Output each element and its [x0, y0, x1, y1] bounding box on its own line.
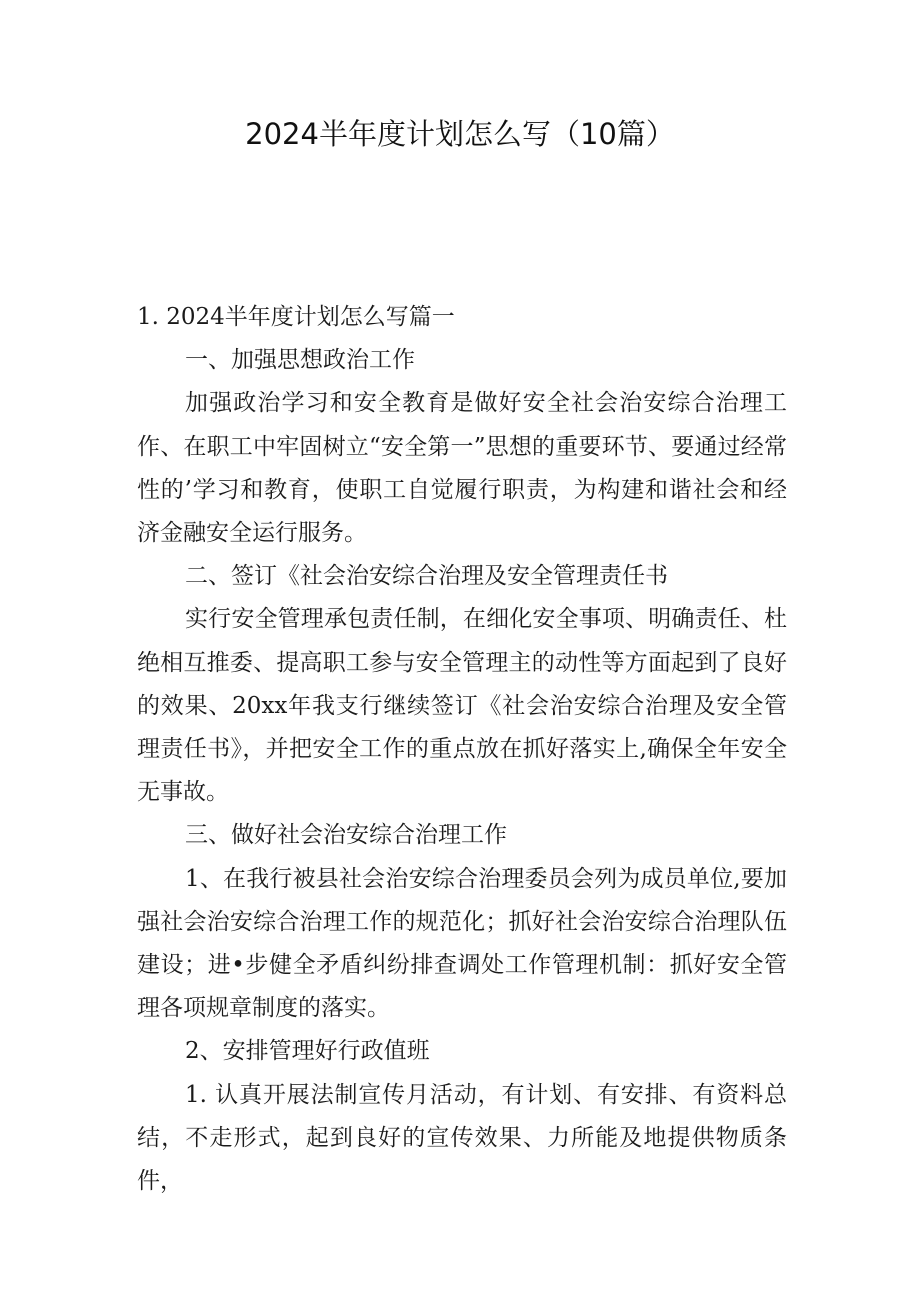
section-heading: 1. 2024半年度计划怎么写篇一: [137, 304, 455, 330]
paragraph-5: 1. 认真开展法制宣传月活动，有计划、有安排、有资料总结，不走形式，起到良好的宣传效果、力所能及地提供物质条件，: [137, 1081, 787, 1195]
subheading-3: 三、做好社会治安综合治理工作: [185, 822, 507, 849]
subheading-1: 一、加强思想政治工作: [185, 347, 415, 374]
document-title: 2024半年度计划怎么写（10篇）: [245, 117, 675, 151]
paragraph-1: 加强政治学习和安全教育是做好安全社会治安综合治理工作、在职工中牢固树立“安全第一”思想的重要环节、要通过经常性的’学习和教育，使职工自觉履行职责，为构建和谐社会和经济金融安全运行服务。: [137, 390, 787, 547]
paragraph-4: 2、安排管理好行政值班: [185, 1038, 430, 1065]
document-body: [137, 296, 787, 1203]
paragraph-2: 实行安全管理承包责任制，在细化安全事项、明确责任、杜绝相互推委、提高职工参与安全管理主的动性等方面起到了良好的效果、20xx年我支行继续签订《社会治安综合治理及安全管理责任书》，并把安全工作的重点放在抓好落实上,确保全年安全无事故。: [137, 606, 787, 806]
paragraph-3: 1、在我行被县社会治安综合治理委员会列为成员单位,要加强社会治安综合治理工作的规范化；抓好社会治安综合治理队伍建设；进•步健全矛盾纠纷排查调处工作管理机制：抓好安全管理各项规章制度的落实。: [137, 865, 787, 1022]
subheading-2: 二、签订《社会治安综合治理及安全管理责任书: [185, 563, 668, 590]
